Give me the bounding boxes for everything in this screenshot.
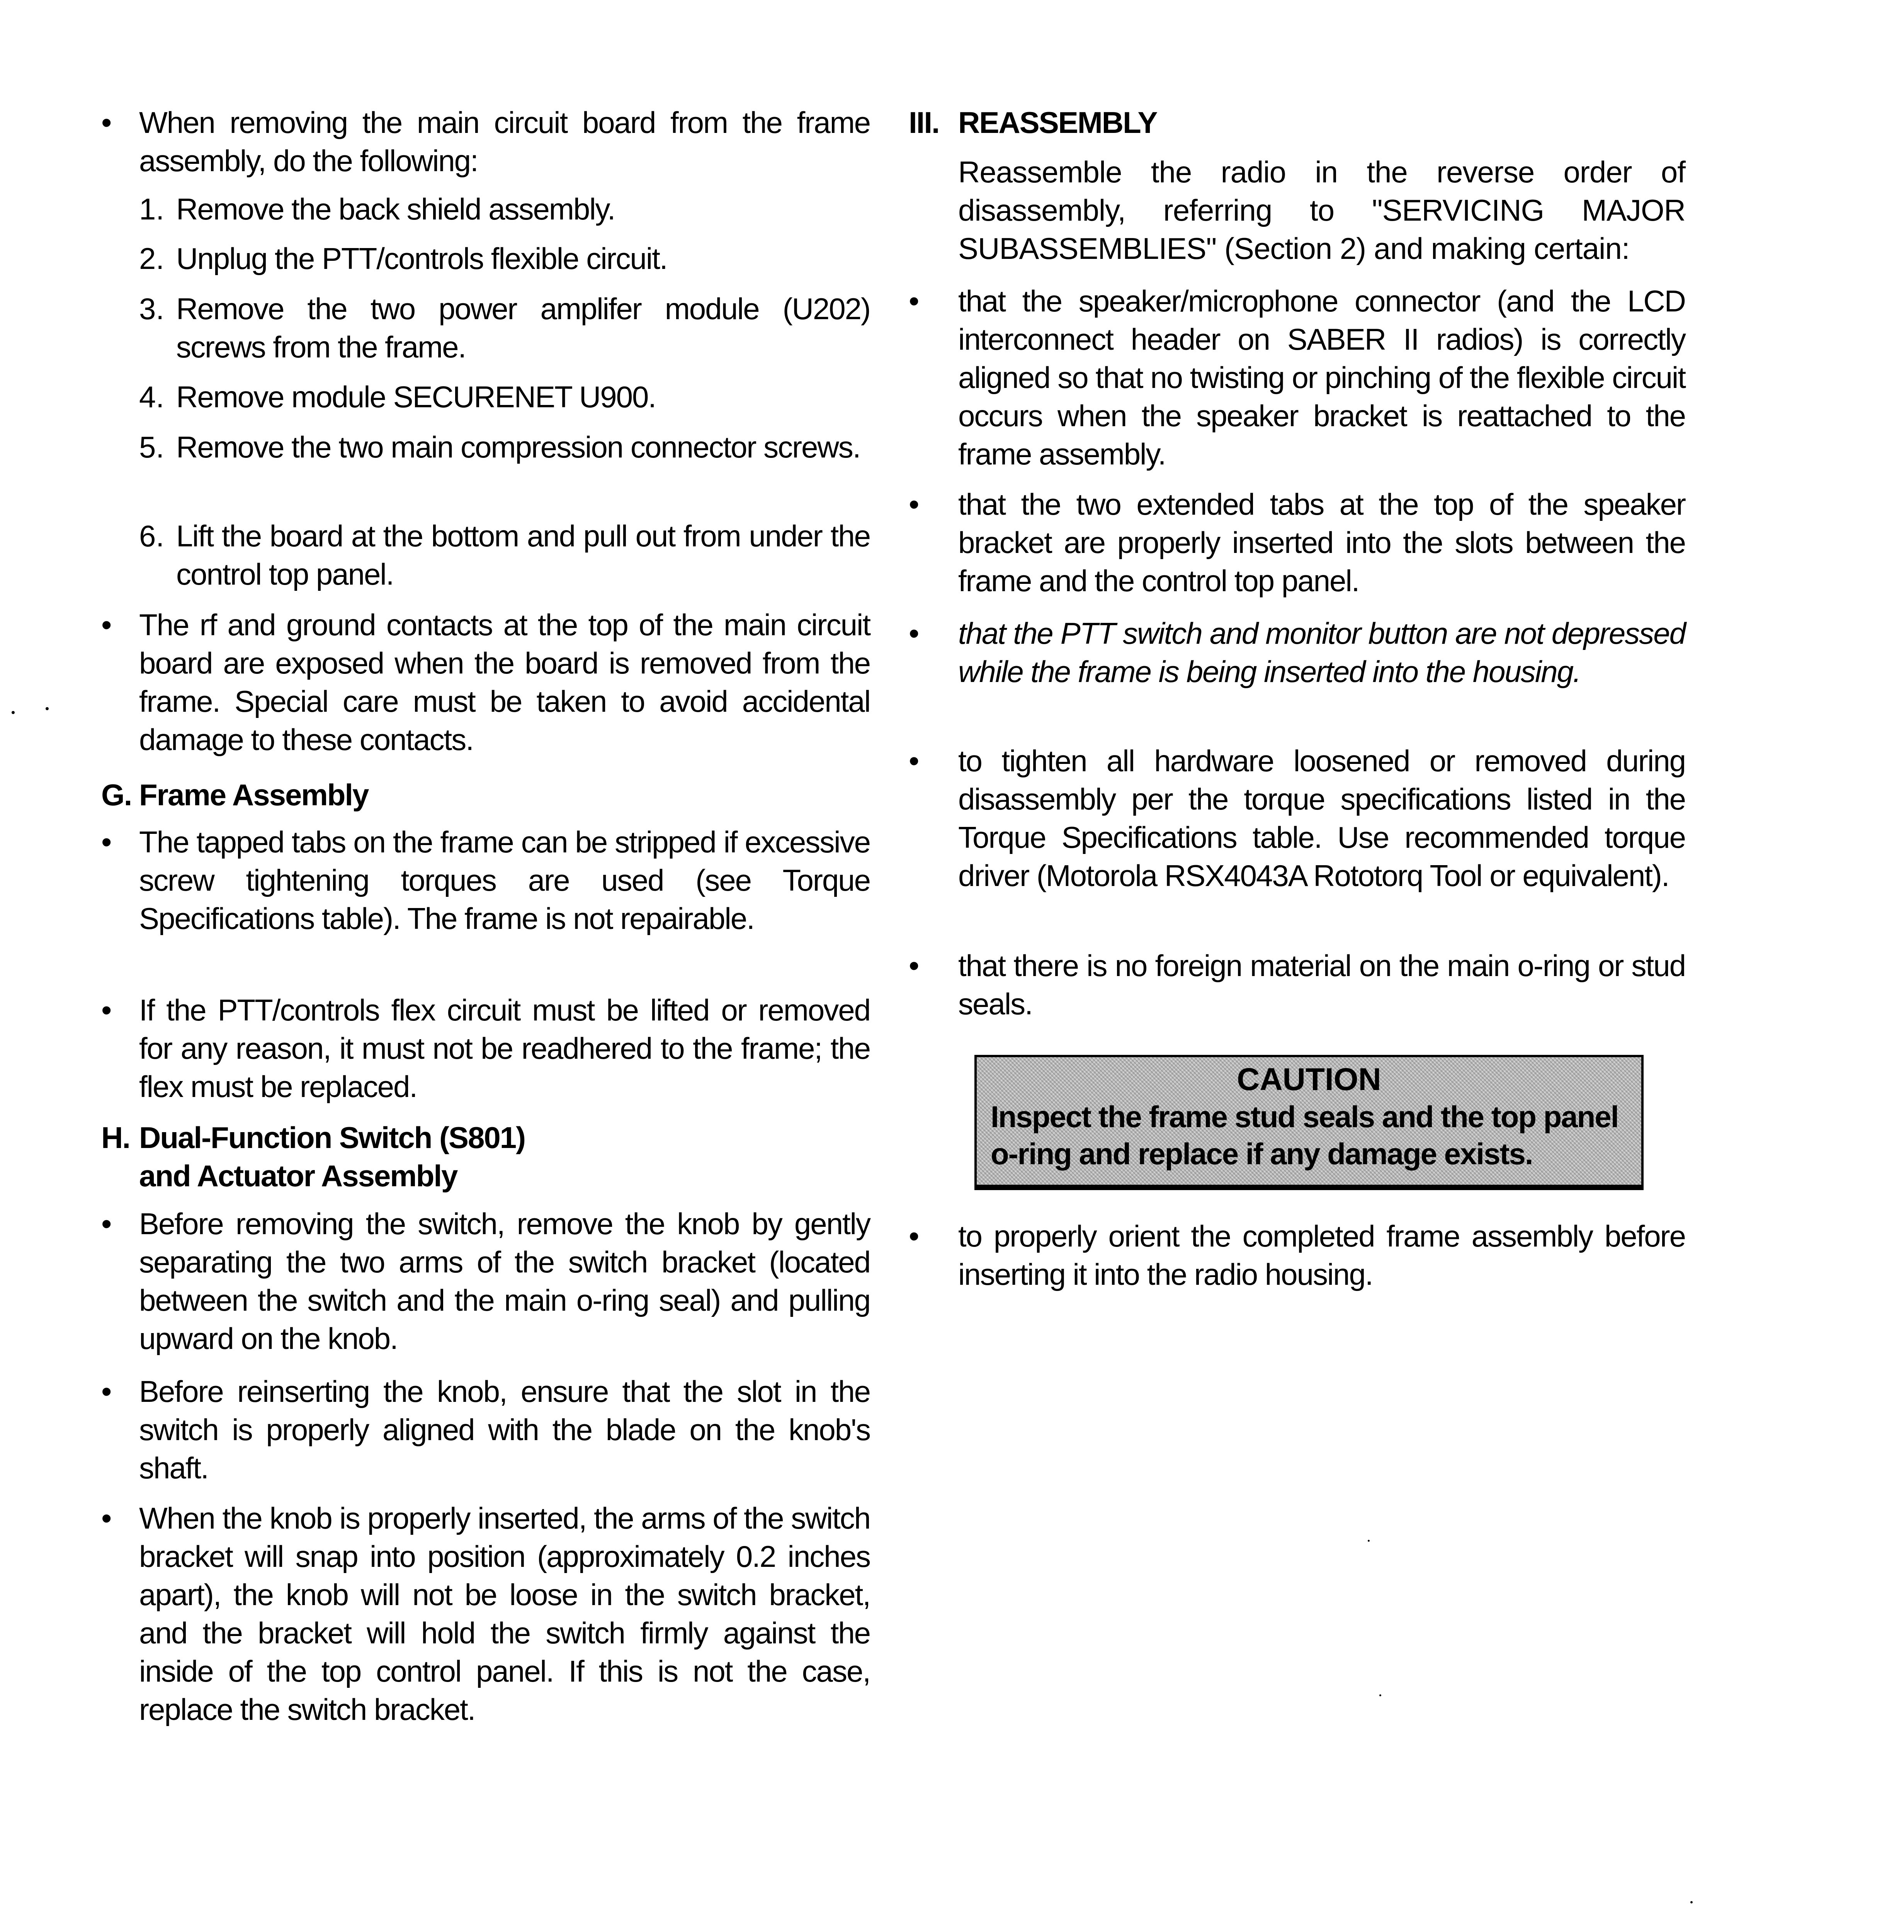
section-title-line1: Dual-Function Switch (S801) <box>139 1121 525 1155</box>
bullet-text: that there is no foreign material on the main o-ring or stud seals. <box>958 949 1685 1021</box>
step-number: 2. <box>139 242 165 276</box>
bullet-icon: • <box>909 487 920 521</box>
bullet-text: to tighten all hardware loosened or removed during disassembly per the torque specifications listed in the Torque Specifications table. Use recommended torque driver (Motorola RSX4043A Rototorq Tool or equivalent). <box>958 744 1685 893</box>
bullet-icon: • <box>101 105 112 139</box>
bullet-text: If the PTT/controls flex circuit must be lifted or removed for any reason, it must not be readhered to the frame; the flex must be replaced. <box>139 993 870 1104</box>
step-number: 5. <box>139 430 165 464</box>
caution-box <box>974 1055 1644 1190</box>
bullet-text: that the speaker/microphone connector (and the LCD interconnect header on SABER II radios) is correctly aligned so that no twisting or pinching of the flexible circuit occurs when the speaker bracket is reattached to the frame assembly. <box>958 284 1685 471</box>
section-title: Frame Assembly <box>139 778 369 812</box>
bullet-icon: • <box>101 993 112 1027</box>
step-number: 1. <box>139 192 165 226</box>
bullet-icon: • <box>909 284 920 318</box>
step-number: 3. <box>139 292 165 326</box>
bullet-icon: • <box>101 1501 112 1535</box>
step-number: 4. <box>139 380 165 414</box>
bullet-icon: • <box>101 1207 112 1241</box>
bullet-icon: • <box>909 616 920 650</box>
intro-bullet-text: When removing the main circuit board from the frame assembly, do the following: <box>139 105 870 178</box>
scan-speck <box>1368 1540 1370 1542</box>
scan-speck <box>1690 1901 1693 1903</box>
reassembly-intro: Reassemble the radio in the reverse order of disassembly, referring to "SERVICING MAJOR SUBASSEMBLIES" (Section 2) and making certain: <box>958 155 1685 265</box>
bullet-icon: • <box>909 744 920 778</box>
bullet-text: The tapped tabs on the frame can be stripped if excessive screw tightening torques are used (see Torque Specifications table). The frame is not repairable. <box>139 825 870 935</box>
scan-speck <box>1379 1694 1381 1696</box>
step-text: Remove module SECURENET U900. <box>176 380 656 414</box>
bullet-icon: • <box>101 1374 112 1408</box>
caution-body: Inspect the frame stud seals and the top panel o-ring and replace if any damage exists. <box>991 1100 1618 1171</box>
section-numeral: III. <box>909 105 939 139</box>
step-text: Remove the two main compression connector screws. <box>176 430 860 464</box>
bullet-text: that the two extended tabs at the top of the speaker bracket are properly inserted into the slots between the frame and the control top panel. <box>958 487 1685 598</box>
rf-contacts-text: The rf and ground contacts at the top of the main circuit board are exposed when the board is removed from the frame. Special care must be taken to avoid accidental damage to these contacts. <box>139 608 870 757</box>
bullet-icon: • <box>909 1219 920 1253</box>
italic-bullet-text: that the PTT switch and monitor button are not depressed while the frame is being inserted into the housing. <box>958 616 1685 689</box>
caution-title: CAUTION <box>1237 1062 1381 1097</box>
scan-speck <box>12 711 15 714</box>
bullet-icon: • <box>909 949 920 983</box>
section-letter: G. <box>101 778 132 812</box>
step-text: Remove the back shield assembly. <box>176 192 615 226</box>
section-title: REASSEMBLY <box>958 105 1157 139</box>
bullet-text: Before reinserting the knob, ensure that the slot in the switch is properly aligned with the blade on the knob's shaft. <box>139 1374 870 1485</box>
step-text: Lift the board at the bottom and pull out from under the control top panel. <box>176 519 870 591</box>
step-text: Unplug the PTT/controls flexible circuit. <box>176 242 667 276</box>
section-title-line2: and Actuator Assembly <box>139 1159 457 1193</box>
bullet-icon: • <box>101 608 112 642</box>
bullet-text: to properly orient the completed frame assembly before inserting it into the radio housing. <box>958 1219 1685 1291</box>
section-letter: H. <box>101 1121 130 1155</box>
bullet-icon: • <box>101 825 112 859</box>
step-text: Remove the two power amplifer module (U202) screws from the frame. <box>176 292 870 364</box>
bullet-text: Before removing the switch, remove the knob by gently separating the two arms of the switch bracket (located between the switch and the main o-ring seal) and pulling upward on the knob. <box>139 1207 870 1355</box>
bullet-text: When the knob is properly inserted, the arms of the switch bracket will snap into position (approximately 0.2 inches apart), the knob will not be loose in the switch bracket, and the bracket will hold the switch firmly against the inside of the top control panel. If this is not the case, replace the switch bracket. <box>139 1501 870 1726</box>
scan-speck <box>46 707 49 710</box>
step-number: 6. <box>139 519 165 553</box>
